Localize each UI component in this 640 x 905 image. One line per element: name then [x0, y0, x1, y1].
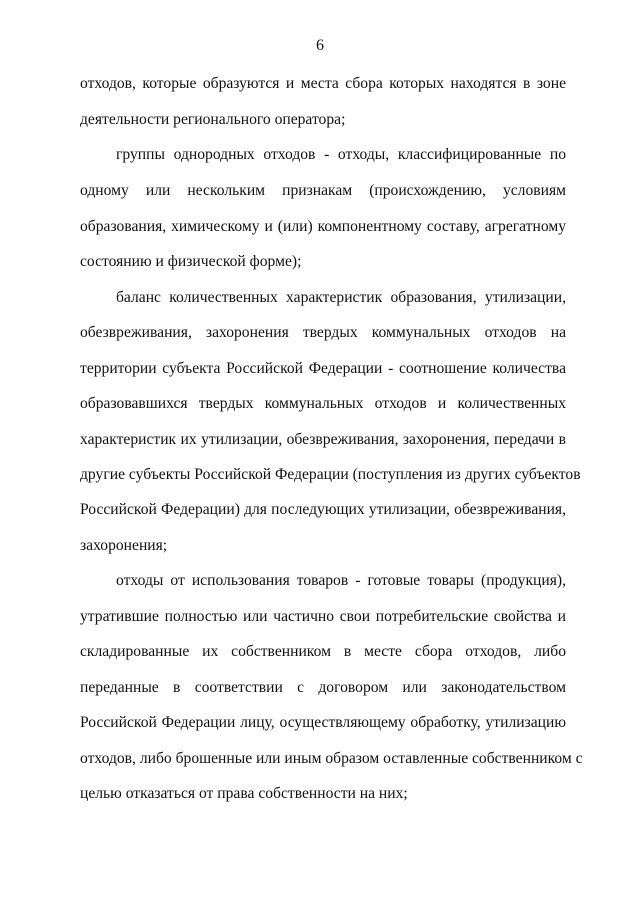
- text-line: отходы от использования товаров - готовые товары (продукция),: [116, 572, 566, 589]
- text-line: баланс количественных характеристик образования, утилизации,: [116, 289, 566, 306]
- text-line: Российской Федерации) для последующих утилизации, обезвреживания,: [80, 501, 566, 518]
- text-line: Российской Федерации лицу, осуществляющему обработку, утилизацию: [80, 714, 566, 731]
- text-line: деятельности регионального оператора;: [80, 111, 346, 128]
- text-line: обезвреживания, захоронения твердых коммунальных отходов на: [80, 324, 566, 341]
- text-line: образования, химическому и (или) компонентному составу, агрегатному: [80, 218, 566, 235]
- page-number: 6: [316, 37, 324, 54]
- text-line: образовавшихся твердых коммунальных отходов и количественных: [80, 395, 566, 412]
- text-line: территории субъекта Российской Федерации - соотношение количества: [80, 360, 566, 377]
- text-line: захоронения;: [80, 537, 168, 554]
- text-line: утратившие полностью или частично свои потребительские свойства и: [80, 608, 566, 625]
- text-line: переданные в соответствии с договором или законодательством: [80, 679, 566, 696]
- text-line: одному или нескольким признакам (происхождению, условиям: [80, 182, 566, 199]
- text-line: другие субъекты Российской Федерации (поступления из других субъектов: [80, 466, 581, 483]
- text-line: группы однородных отходов - отходы, классифицированные по: [116, 146, 566, 163]
- text-line: целью отказаться от права собственности на них;: [80, 785, 408, 802]
- text-line: отходов, либо брошенные или иным образом оставленные собственником с: [80, 750, 583, 767]
- text-line: складированные их собственником в месте сбора отходов, либо: [80, 643, 566, 660]
- text-line: состоянию и физической форме);: [80, 253, 302, 270]
- text-line: отходов, которые образуются и места сбора которых находятся в зоне: [80, 75, 566, 92]
- text-line: характеристик их утилизации, обезвреживания, захоронения, передачи в: [80, 431, 566, 448]
